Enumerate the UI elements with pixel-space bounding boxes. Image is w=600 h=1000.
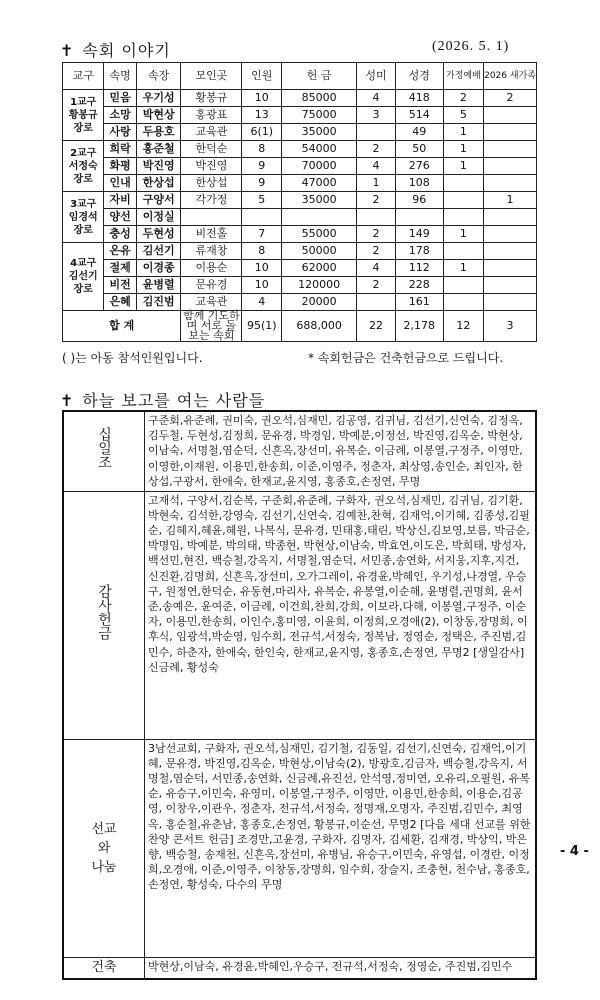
table-row: [63, 209, 537, 226]
family-worship-cell: 1: [443, 260, 483, 277]
building-names: 박현상,이남숙, 유경윤,박혜인,우승구, 전규석,서정숙, 정영순, 주진범,김민수: [145, 957, 537, 979]
section1-title: [60, 38, 171, 61]
table-row: [63, 107, 537, 124]
rice-cell: 4: [357, 158, 396, 175]
leader-cell: 박현상: [136, 107, 180, 124]
leader-cell: 두용호: [136, 124, 180, 141]
place-cell: 황봉규: [181, 90, 242, 107]
offering-cell: 20000: [282, 294, 357, 311]
section1-date: (2026. 5. 1): [432, 39, 510, 54]
leader-cell: 이경종: [136, 260, 180, 277]
people-cell: 4: [242, 294, 282, 311]
people-cell: 8: [242, 141, 282, 158]
cell-name-cell: 희락: [104, 141, 137, 158]
total-people: 95(1): [242, 311, 282, 342]
cell-group-table: [62, 62, 537, 342]
offering-cell: 54000: [282, 141, 357, 158]
table-row: [63, 294, 537, 311]
cell-name-cell: 자비: [104, 192, 137, 209]
offering-cell: 55000: [282, 226, 357, 243]
family-worship-cell: 1: [443, 141, 483, 158]
newcomers-cell: [484, 124, 537, 141]
place-cell: 홍광표: [181, 107, 242, 124]
offering-cell: 75000: [282, 107, 357, 124]
bible-cell: 108: [395, 175, 443, 192]
offering-note: * 속회헌금은 건축헌금으로 드립니다.: [308, 351, 504, 365]
leader-cell: 박진영: [136, 158, 180, 175]
place-cell: 각가정: [181, 192, 242, 209]
row-label-building: 건축: [63, 957, 145, 979]
people-cell: 8: [242, 243, 282, 260]
cell-name-cell: 절제: [104, 260, 137, 277]
people-cell: 10: [242, 260, 282, 277]
table-row: [63, 90, 537, 107]
district-cell: 4교구 김선기 장로: [63, 243, 104, 311]
family-worship-cell: [443, 192, 483, 209]
newcomers-cell: [484, 277, 537, 294]
offering-cell: 50000: [282, 243, 357, 260]
family-worship-cell: 1: [443, 158, 483, 175]
family-worship-cell: [443, 175, 483, 192]
place-cell: 문유경: [181, 277, 242, 294]
family-worship-cell: 1: [443, 124, 483, 141]
bible-cell: 228: [395, 277, 443, 294]
table-row: [63, 277, 537, 294]
rice-cell: 4: [357, 260, 396, 277]
family-worship-cell: [443, 209, 483, 226]
offering-cell: 47000: [282, 175, 357, 192]
table-header-row: [63, 63, 537, 90]
section1-title-text: 속회 이야기: [82, 41, 171, 60]
family-worship-cell: [443, 277, 483, 294]
rice-cell: 2: [357, 243, 396, 260]
table-row: [63, 124, 537, 141]
cell-name-cell: 은혜: [104, 294, 137, 311]
section2-title-text: 하늘 보고를 여는 사람들: [82, 391, 266, 410]
bible-cell: 178: [395, 243, 443, 260]
offering-list-table: [62, 410, 537, 980]
newcomers-cell: [484, 243, 537, 260]
cross-icon: ✝: [60, 391, 75, 410]
district-cell: 2교구 서정숙 장로: [63, 141, 104, 192]
row-label-mission: [63, 739, 145, 957]
newcomers-cell: [484, 175, 537, 192]
table-row: [63, 192, 537, 209]
cell-name-cell: 사랑: [104, 124, 137, 141]
cell-name-cell: 비전: [104, 277, 137, 294]
header-district: 교구: [63, 63, 104, 90]
people-cell: 13: [242, 107, 282, 124]
bible-cell: 49: [395, 124, 443, 141]
place-cell: 한상섭: [181, 175, 242, 192]
children-note: ( )는 아동 참석인원입니다.: [62, 351, 203, 365]
total-offering: 688,000: [282, 311, 357, 342]
newcomers-cell: [484, 158, 537, 175]
bible-cell: 514: [395, 107, 443, 124]
offering-cell: 85000: [282, 90, 357, 107]
section2-title: [60, 388, 265, 411]
cell-name-cell: 소망: [104, 107, 137, 124]
leader-cell: 홍준철: [136, 141, 180, 158]
leader-cell: 김선기: [136, 243, 180, 260]
header-family-worship: 가정예배: [443, 63, 483, 90]
cell-name-cell: 온유: [104, 243, 137, 260]
total-bible: 2,178: [395, 311, 443, 342]
bible-cell: 418: [395, 90, 443, 107]
leader-cell: 이정실: [136, 209, 180, 226]
rice-cell: 2: [357, 226, 396, 243]
leader-cell: 한상섭: [136, 175, 180, 192]
rice-cell: 2: [357, 192, 396, 209]
cell-name-cell: 인내: [104, 175, 137, 192]
tithe-label: 십일조: [96, 427, 112, 470]
rice-cell: [357, 124, 396, 141]
header-rice: 성미: [357, 63, 396, 90]
family-worship-cell: 1: [443, 226, 483, 243]
newcomers-cell: 1: [484, 192, 537, 209]
newcomers-cell: [484, 209, 537, 226]
tithe-names: 구준회,유준례, 권미숙, 권오석,심재민, 김공영, 김귀님, 김선기,신연숙, 김정옥,김두철, 두현성,김정희, 문유경, 박경임, 박예분,이정선, 박진영,김옥순, 박현상,이남숙, 서명철,염순덕, 신흔옥,장선미, 유복순, 이금례, 이봉열,구정주, 이영만, 이영한,이재원, 이용민,한송희, 이준,이영주, 정춘자, 최상영,송인순, 최인자, 한상섭,구광서, 한애숙, 한재교,윤지영, 홍종호,손정연, 무명: [145, 411, 537, 491]
total-worship: 12: [443, 311, 483, 342]
table-row: [63, 260, 537, 277]
thanks-names: 고재석, 구양서,김순복, 구준회,유준례, 구화자, 권오석,심재민, 김귀님, 김기환,박현숙, 김석한,강영숙, 김선기,신연숙, 김예찬,찬혁, 김재억,이기혜, 김종성,김필순, 김혜지,혜윤,혜원, 나복식, 문유경, 민태홍,태린, 박상신,김보영,보름, 박금순, 박명임, 박예분, 박의태, 박종현, 박현상,이남숙, 박효연,이도은, 박희태, 방성자, 백선민,현진, 백승철,강옥지, 서명철,염순덕, 서민종,송연화, 서지웅,지후,지건, 신진환,김명희, 신흔옥,장선미, 오가그레이, 유경윤,박혜인, 우기성,나경열, 우승구, 원정연,한덕순, 유동현,마리사, 유복순, 유봉열,이순해, 윤병렬,권명희, 윤서준,송예은, 윤여준, 이금례, 이건희,찬희,강희, 이보라,다해, 이봉열,구정주, 이순자, 이용민,한송희, 이인수,홍미영, 이윤희, 이정희,오경애(2), 이창동,장명희, 이후식, 임광석,박순영, 임수희, 전규석,서정숙, 정복남, 정영순, 정택은, 주진범,김민수, 하춘자, 한애숙, 한인숙, 한재교,윤지영, 홍종호,손정연, 무명2 [생일감사] 신금례, 황성숙: [145, 491, 537, 739]
place-cell: 비전홀: [181, 226, 242, 243]
people-cell: 5: [242, 192, 282, 209]
cross-icon: ✝: [60, 41, 75, 60]
newcomers-cell: [484, 294, 537, 311]
family-worship-cell: 5: [443, 107, 483, 124]
offering-row-mission: [63, 739, 536, 957]
family-worship-cell: [443, 294, 483, 311]
leader-cell: 윤병렬: [136, 277, 180, 294]
newcomers-cell: [484, 141, 537, 158]
people-cell: [242, 209, 282, 226]
rice-cell: 2: [357, 141, 396, 158]
district-cell: 1교구 황봉규 장로: [63, 90, 104, 141]
place-cell: 박진영: [181, 158, 242, 175]
bible-cell: 96: [395, 192, 443, 209]
mission-names: 3남선교회, 구화자, 권오석,심재민, 김기철, 김동일, 김선기,신연숙, 김재억,이기혜, 문유경, 박진영,김옥순, 박현상,이남숙(2), 방광호,김금자, 백승철,강옥지, 서명철,염순덕, 서민종,송연화, 신금례,유진선, 안석영,정미연, 오유리,오필원, 유복순, 유승구,이민숙, 유영미, 이봉열,구정주, 이영만, 이용민,한송희, 이용순,김공영, 이창우,이관우, 정춘자, 전규석,서정숙, 정명재,오명자, 주진범,김민수, 최영옥, 홍순철,유춘남, 홍종호,손정연, 황봉규,이순선, 무명2 [다음 세대 선교를 위한 찬양 콘서트 헌금] 조경만,고윤경, 구화자, 김명자, 김세환, 김재경, 박상익, 박은향, 백승철, 송재천, 신흔옥,장선미, 유병님, 유승구,이민숙, 유영섭, 이경란, 이정희,오경애, 이준,이영주, 이창동,장명희, 임수희, 장슬지, 조충현, 천수남, 홍종호,손정연, 황성숙, 다수의 무명: [145, 739, 537, 957]
newcomers-cell: 2: [484, 90, 537, 107]
place-cell: 이용순: [181, 260, 242, 277]
district-cell: 3교구 임경석 장로: [63, 192, 104, 243]
offering-cell: 35000: [282, 124, 357, 141]
cell-name-cell: 믿음: [104, 90, 137, 107]
table-row: [63, 141, 537, 158]
family-worship-cell: 2: [443, 90, 483, 107]
offering-row-tithe: [63, 411, 536, 491]
header-cell-name: 속명: [104, 63, 137, 90]
place-cell: 교육관: [181, 294, 242, 311]
bible-cell: 276: [395, 158, 443, 175]
people-cell: 10: [242, 90, 282, 107]
people-cell: 9: [242, 175, 282, 192]
place-cell: [181, 209, 242, 226]
mission-label: 선교 와 나눔: [91, 821, 117, 875]
cell-name-cell: 화평: [104, 158, 137, 175]
rice-cell: 3: [357, 107, 396, 124]
rice-cell: 2: [357, 277, 396, 294]
bible-cell: 161: [395, 294, 443, 311]
people-cell: 6(1): [242, 124, 282, 141]
leader-cell: 우기성: [136, 90, 180, 107]
header-offering: 헌 금: [282, 63, 357, 90]
leader-cell: 김진범: [136, 294, 180, 311]
newcomers-cell: [484, 107, 537, 124]
leader-cell: 두현성: [136, 226, 180, 243]
place-cell: 류재창: [181, 243, 242, 260]
table-row: [63, 158, 537, 175]
offering-row-thanks: [63, 491, 536, 739]
offering-cell: [282, 209, 357, 226]
rice-cell: 4: [357, 90, 396, 107]
table-row: [63, 175, 537, 192]
people-cell: 9: [242, 158, 282, 175]
rice-cell: 1: [357, 175, 396, 192]
total-row: [63, 311, 537, 342]
bible-cell: 112: [395, 260, 443, 277]
newcomers-cell: [484, 260, 537, 277]
bible-cell: 50: [395, 141, 443, 158]
total-label: 합 계: [63, 311, 181, 342]
total-note: 함께 기도하며 서로 돌보는 속회: [181, 311, 242, 342]
rice-cell: [357, 209, 396, 226]
people-cell: 10: [242, 277, 282, 294]
leader-cell: 구양서: [136, 192, 180, 209]
thanks-label: 감사헌금: [96, 584, 112, 640]
total-rice: 22: [357, 311, 396, 342]
bible-cell: [395, 209, 443, 226]
row-label-tithe: [63, 411, 145, 491]
offering-cell: 35000: [282, 192, 357, 209]
people-cell: 7: [242, 226, 282, 243]
page-number: - 4 -: [560, 844, 589, 859]
offering-row-building: [63, 957, 536, 979]
header-people: 인원: [242, 63, 282, 90]
rice-cell: [357, 294, 396, 311]
offering-cell: 62000: [282, 260, 357, 277]
total-newcomers: 3: [484, 311, 537, 342]
family-worship-cell: [443, 243, 483, 260]
offering-cell: 120000: [282, 277, 357, 294]
header-leader: 속장: [136, 63, 180, 90]
header-newcomers: 2026 새가족: [484, 63, 537, 90]
place-cell: 교육관: [181, 124, 242, 141]
bible-cell: 149: [395, 226, 443, 243]
cell-name-cell: 충성: [104, 226, 137, 243]
offering-cell: 70000: [282, 158, 357, 175]
cell-name-cell: 양선: [104, 209, 137, 226]
header-bible: 성경: [395, 63, 443, 90]
row-label-thanks: [63, 491, 145, 739]
table-row: [63, 226, 537, 243]
newcomers-cell: [484, 226, 537, 243]
header-place: 모인곳: [181, 63, 242, 90]
place-cell: 한덕순: [181, 141, 242, 158]
table-row: [63, 243, 537, 260]
